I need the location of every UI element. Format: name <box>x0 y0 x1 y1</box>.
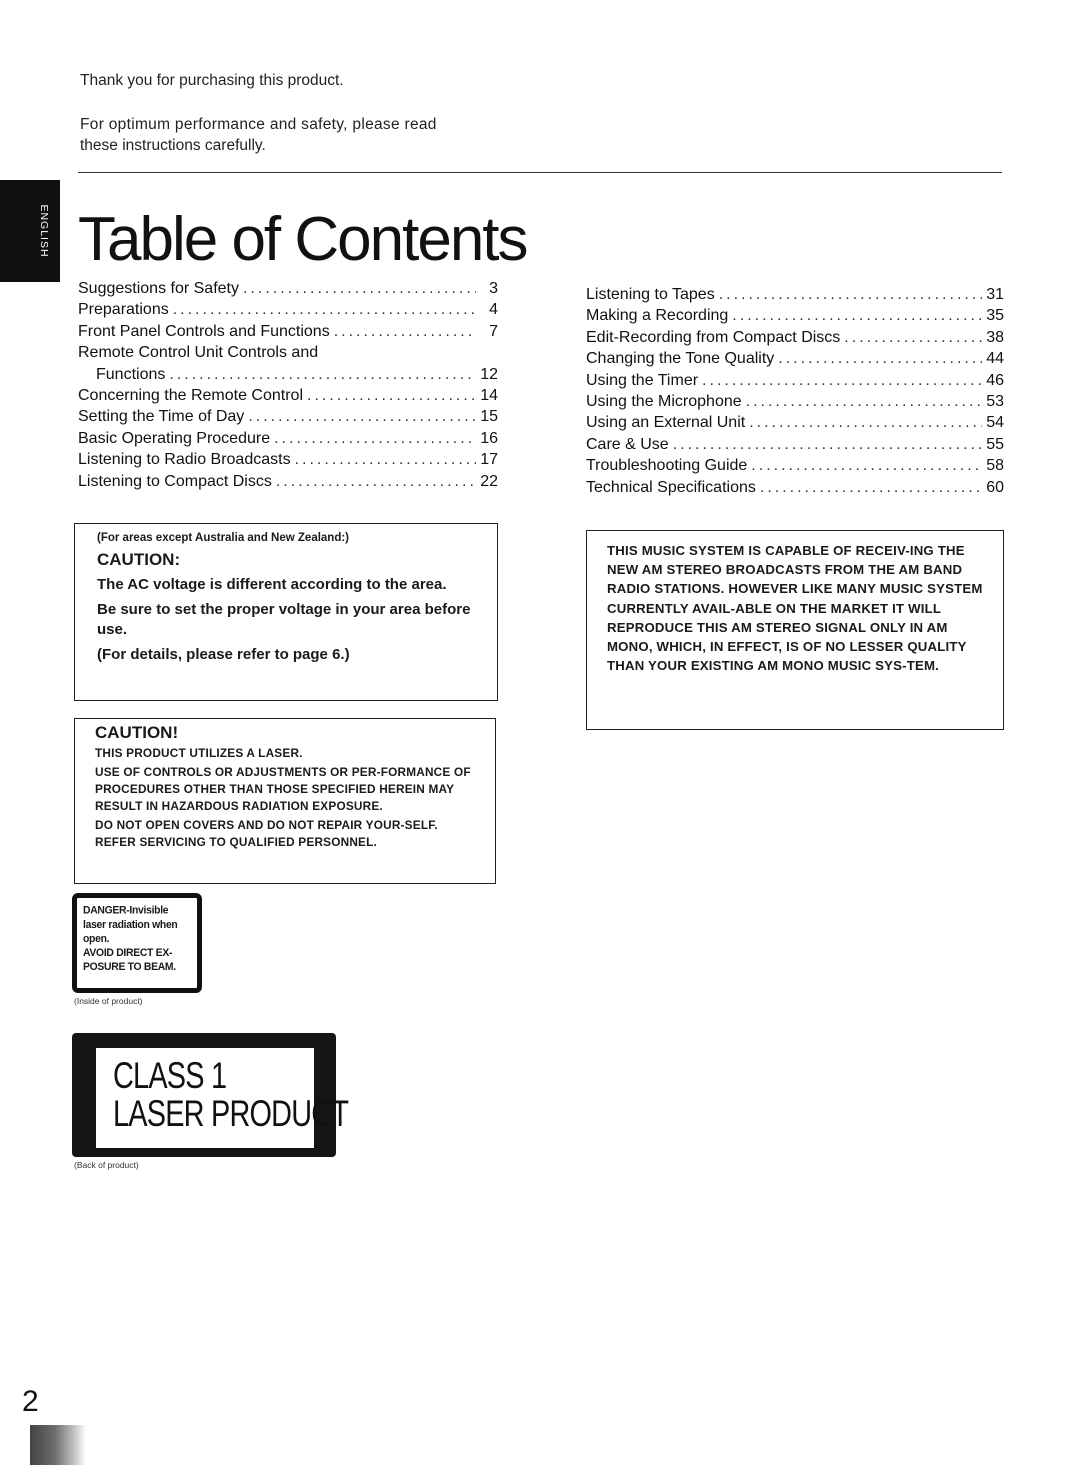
toc-entry-title: Troubleshooting Guide <box>586 457 748 475</box>
caution-voltage-heading: CAUTION: <box>97 550 181 569</box>
toc-entry <box>78 301 498 322</box>
toc-entry <box>78 408 498 429</box>
toc-entry <box>586 457 1004 478</box>
caution-voltage-p3: (For details, please refer to page 6.) <box>97 646 350 663</box>
toc-entry <box>78 366 498 387</box>
toc-entry-page: 7 <box>489 322 498 340</box>
toc-entry <box>586 414 1004 435</box>
toc-entry <box>78 451 498 472</box>
am-stereo-notice-box <box>586 530 1004 730</box>
toc-entry-page: 3 <box>489 280 498 297</box>
class-1-laser-text <box>113 1057 348 1133</box>
toc-entry-page: 31 <box>986 286 1004 303</box>
toc-entry <box>586 307 1004 328</box>
header-rule <box>78 172 1002 173</box>
toc-entry-title: Setting the Time of Day <box>78 408 245 426</box>
toc-entry <box>78 323 498 344</box>
class-1-laser-plate <box>72 1033 349 1157</box>
toc-entry <box>586 372 1004 393</box>
toc-entry-title: Technical Specifications <box>586 478 756 496</box>
toc-entry-page: 17 <box>480 451 498 469</box>
toc-entry-title: Listening to Tapes <box>586 286 715 303</box>
intro-read-2: these instructions carefully. <box>80 137 266 154</box>
class-line-2: LASER PRODUCT <box>113 1093 349 1134</box>
danger-label <box>72 893 202 993</box>
toc-entry-page: 38 <box>986 328 1004 346</box>
toc-entry <box>78 430 498 451</box>
toc-entry-title: Preparations <box>78 301 169 319</box>
toc-entry-page: 35 <box>986 307 1004 325</box>
caution-laser-p3: DO NOT OPEN COVERS AND DO NOT REPAIR YOUR-SELF. REFER SERVICING TO QUALIFIED PERSONNEL. <box>95 818 438 849</box>
toc-entry <box>78 473 498 494</box>
toc-leader-dots <box>751 457 982 475</box>
caution-laser-heading: CAUTION! <box>95 723 179 742</box>
toc-leader-dots <box>169 366 476 384</box>
class-label-caption: (Back of product) <box>74 1160 139 1170</box>
toc-entry-title: Using the Microphone <box>586 392 742 410</box>
danger-line-2: laser radiation when <box>83 919 178 931</box>
toc-leader-dots <box>295 451 476 469</box>
caution-voltage-note: (For areas except Australia and New Zealand:) <box>97 532 350 544</box>
toc-entry-title: Concerning the Remote Control <box>78 386 304 404</box>
toc-entry-page: 22 <box>480 472 498 490</box>
caution-laser-box <box>74 718 496 884</box>
toc-leader-dots <box>173 301 476 319</box>
toc-entry-page: 12 <box>480 365 498 383</box>
danger-line-4: AVOID DIRECT EX- <box>83 947 173 960</box>
danger-label-caption: (Inside of product) <box>74 996 143 1006</box>
toc-entry-page: 58 <box>986 457 1004 475</box>
toc-entry-title: Using an External Unit <box>586 414 746 432</box>
toc-leader-dots <box>307 387 476 405</box>
toc-entry-page: 53 <box>986 392 1004 410</box>
toc-entry-page: 14 <box>480 386 498 404</box>
toc-entry <box>586 393 1004 414</box>
page-number: 2 <box>22 1385 39 1418</box>
toc-entry-title: Functions <box>96 365 166 383</box>
toc-entry-page: 46 <box>986 371 1004 389</box>
toc-entry-page: 16 <box>480 429 498 447</box>
toc-entry-title: Basic Operating Procedure <box>78 429 271 447</box>
intro-thanks: Thank you for purchasing this product. <box>80 72 344 89</box>
toc-entry-title: Listening to Compact Discs <box>78 472 272 490</box>
toc-entry <box>586 436 1004 457</box>
toc-entry-title: Suggestions for Safety <box>78 280 239 297</box>
toc-leader-dots <box>673 436 982 454</box>
toc-leader-dots <box>844 329 982 347</box>
caution-laser-p2: USE OF CONTROLS OR ADJUSTMENTS OR PER-FORMANCE OF PROCEDURES OTHER THAN THOSE SPECIFIED HEREIN MAY RESULT IN HAZARDOUS RADIATION EXPOSURE. <box>95 765 471 813</box>
am-stereo-notice-text: THIS MUSIC SYSTEM IS CAPABLE OF RECEIV-ING THE NEW AM STEREO BROADCASTS FROM THE AM BAND RADIO STATIONS. HOWEVER LIKE MANY MUSIC SYSTEM CURRENTLY AVAIL-ABLE ON THE MARKET IT WILL REPRODUCE THIS AM STEREO SIGNAL ONLY IN AM MONO, WHICH, IN EFFECT, IS OF NO LESSER QUALITY THAN YOUR EXISTING AM MONO MUSIC SYS-TEM. <box>607 543 983 674</box>
toc-leader-dots <box>778 350 982 368</box>
toc-leader-dots <box>719 286 982 304</box>
toc-entry-title: Remote Control Unit Controls and <box>78 344 319 362</box>
toc-right <box>586 286 1004 500</box>
toc-entry-page: 55 <box>986 435 1004 453</box>
toc-entry-title: Front Panel Controls and Functions <box>78 322 330 340</box>
toc-entry <box>586 350 1004 371</box>
toc-entry-page: 54 <box>986 414 1004 432</box>
toc-entry-page: 4 <box>489 301 498 319</box>
toc-leader-dots <box>702 372 982 390</box>
caution-voltage-box <box>74 523 498 701</box>
page-title: Table of Contents <box>78 205 527 274</box>
caution-laser-p1: THIS PRODUCT UTILIZES A LASER. <box>95 746 303 760</box>
toc-entry-title: Listening to Radio Broadcasts <box>78 451 291 469</box>
toc-entry <box>78 344 498 365</box>
caution-voltage-p1: The AC voltage is different according to the area. <box>97 576 447 593</box>
toc-entry-page: 15 <box>480 408 498 426</box>
toc-entry <box>586 286 1004 307</box>
intro-read-1: For optimum performance and safety, please read <box>80 116 437 133</box>
toc-entry-title: Using the Timer <box>586 371 699 389</box>
toc-leader-dots <box>276 473 476 491</box>
toc-leader-dots <box>274 430 476 448</box>
toc-leader-dots <box>746 393 982 411</box>
toc-left <box>78 280 498 494</box>
danger-line-5: POSURE TO BEAM. <box>83 961 176 974</box>
toc-entry-title: Making a Recording <box>586 307 729 325</box>
class-1-laser-plate-inner <box>96 1048 349 1148</box>
toc-entry-title: Changing the Tone Quality <box>586 350 775 368</box>
caution-voltage-p2: Be sure to set the proper voltage in your area before use. <box>97 601 471 638</box>
scan-corner-mark <box>30 1425 86 1465</box>
toc-entry-title: Edit-Recording from Compact Discs <box>586 328 841 346</box>
toc-entry <box>78 280 498 301</box>
toc-entry-page: 44 <box>986 350 1004 368</box>
toc-leader-dots <box>248 408 476 426</box>
toc-leader-dots <box>334 323 476 341</box>
toc-entry-page: 60 <box>986 478 1004 496</box>
toc-entry-title: Care & Use <box>586 435 669 453</box>
toc-entry <box>586 329 1004 350</box>
toc-leader-dots <box>243 280 476 298</box>
danger-line-1: DANGER-Invisible <box>83 905 169 917</box>
toc-leader-dots <box>732 307 982 325</box>
danger-line-3: open. <box>83 933 110 946</box>
language-tab-label: ENGLISH <box>38 204 50 258</box>
toc-entry <box>586 479 1004 500</box>
language-tab <box>0 180 60 282</box>
toc-entry <box>78 387 498 408</box>
class-line-1: CLASS 1 <box>113 1055 227 1096</box>
toc-leader-dots <box>749 414 982 432</box>
toc-leader-dots <box>760 479 982 497</box>
